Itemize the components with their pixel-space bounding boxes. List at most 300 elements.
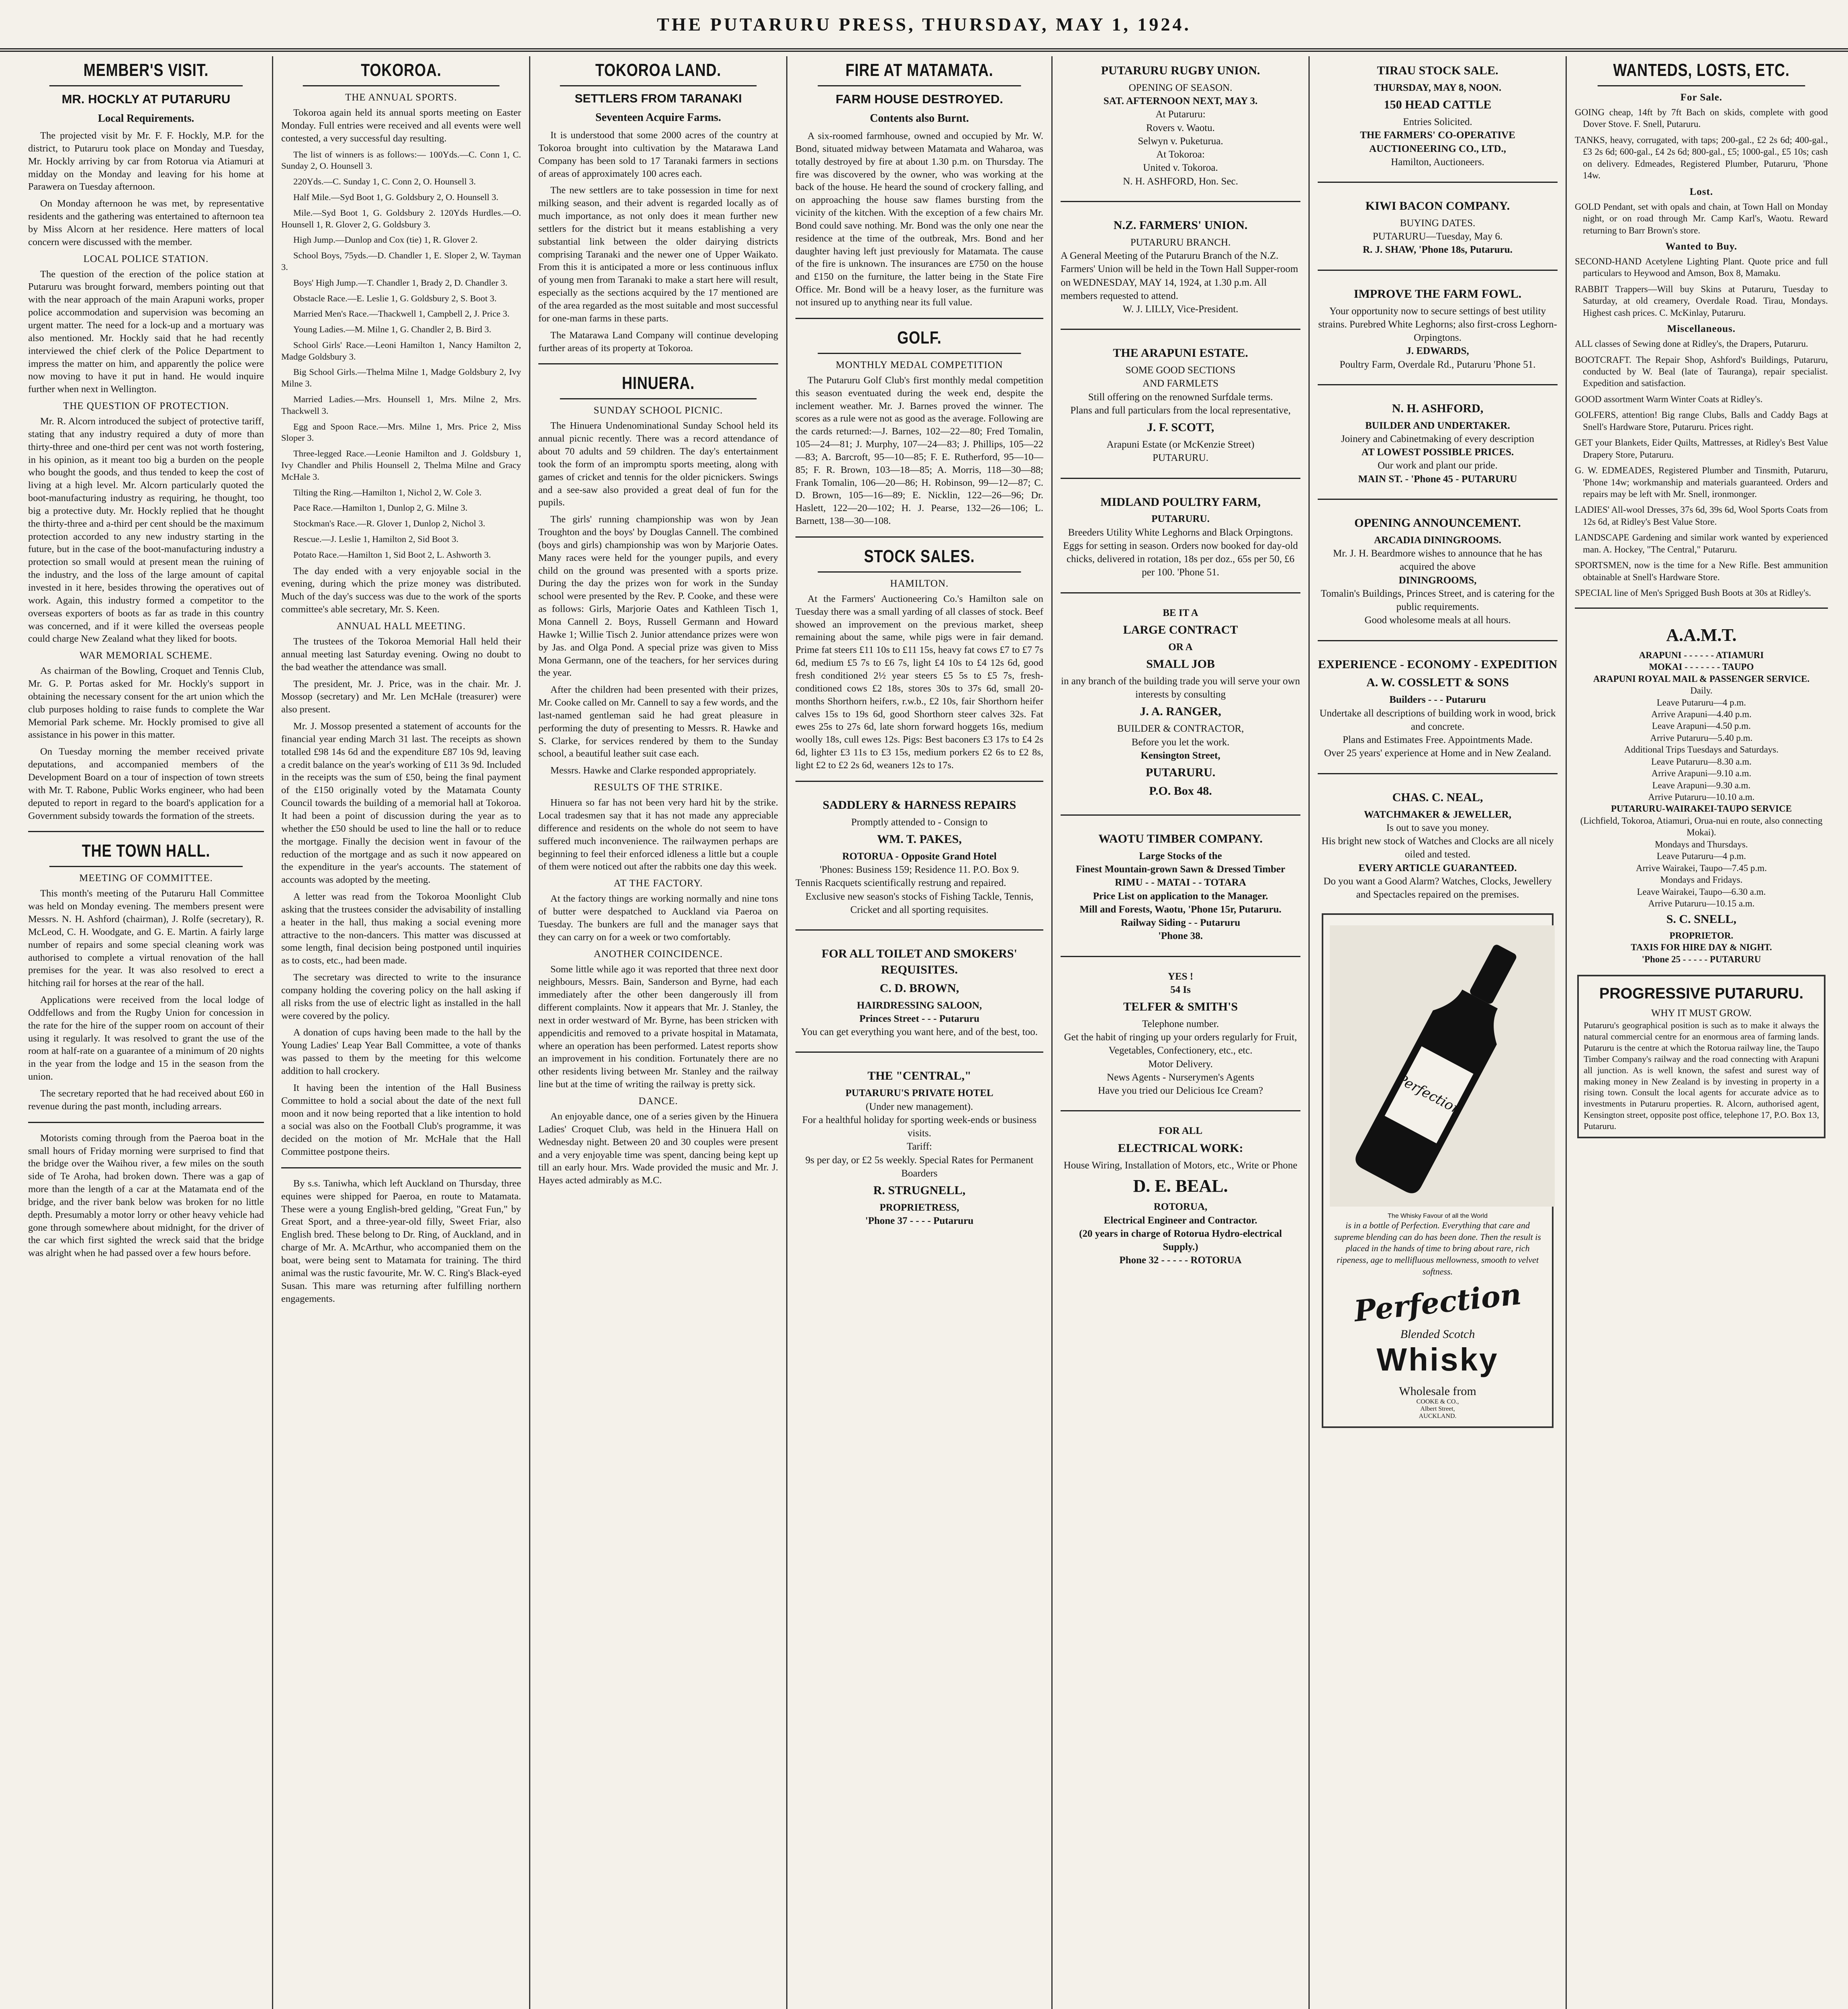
result-line: 220Yds.—C. Sunday 1, C. Conn 2, O. Hounsell 3.: [293, 176, 476, 187]
advert-line: Daily.: [1690, 685, 1713, 696]
advert-line: Leave Putaruru—8.30 a.m.: [1651, 756, 1752, 767]
advert-kiwi-bacon: [1318, 192, 1558, 261]
divider: [795, 1052, 1043, 1053]
advert-line: MAIN ST. - 'Phone 45 - PUTARURU: [1358, 473, 1517, 485]
advert-line: ARAPUNI - - - - - - ATIAMURI: [1639, 650, 1764, 660]
advert-line: Telephone number.: [1142, 1018, 1219, 1029]
perfection-logo: Perfection: [1352, 1277, 1523, 1328]
divider: [1318, 640, 1558, 641]
advert-line: Albert Street,: [1420, 1405, 1455, 1413]
paragraph: The Hinuera Undenominational Sunday School held its annual picnic recently. There was a record attendance of about 70 adults and 59 children. The day's entertainment took the form of an impromptu sports meeting, along with games of cricket and tennis for the older picnickers. Swings and a see-saw also provided a great deal of fun for the pupils.: [538, 420, 778, 508]
divider: [1061, 201, 1300, 202]
paragraph: A six-roomed farmhouse, owned and occupied by Mr. W. Bond, situated midway between Matamata and Waharoa, was totally destroyed by fire at about 1.30 p.m. on Thursday. The fire was discovered by the owner, who was working at the back of the house. He heard the sound of crockery falling, and on approaching the house saw flames bursting from the vicinity of the kitchen. With the exception of a few chairs Mr. Bond could save nothing. Mr. Bond was the only one near the residence at the time of the outbreak, Mrs. Bond and her daughter having left just previously for Matamata. The cause of the fire is unknown. The insurances are £750 on the house and £150 on the furniture, the latter being in the State Fire Office. Mr. Bond will be a heavy loser, as the furniture was not insured up to anything near its full value.: [795, 131, 1043, 308]
advert-line: Arrive Putaruru—10.15 a.m.: [1648, 898, 1755, 908]
section-heading: AT THE FACTORY.: [613, 878, 703, 889]
advert-tirau-stock-sale: [1318, 56, 1558, 173]
result-line: Tilting the Ring.—Hamilton 1, Nichol 2, W. Cole 3.: [293, 487, 482, 497]
headline-golf: GOLF.: [818, 328, 1021, 354]
result-line: Mile.—Syd Boot 1, G. Goldsbury 2. 120Yds Hurdles.—O. Hounsell 1, R. Glover 2, G. Goldsbury 3.: [281, 207, 521, 229]
result-line: Stockman's Race.—R. Glover 1, Dunlop 2, Nichol 3.: [293, 518, 485, 529]
advert-line: Selwyn v. Puketurua.: [1138, 135, 1223, 147]
headline-town-hall: THE TOWN HALL.: [49, 841, 243, 867]
advert-line: Leave Putaruru—4 p.m.: [1656, 697, 1746, 708]
advert-line: 'Phone 38.: [1158, 931, 1203, 942]
paragraph: On Monday afternoon he was met, by representative residents and the gathering was entertained to afternoon tea by Miss Alcorn at her residence. Here matters of local concern were discussed with the member.: [28, 198, 264, 248]
advert-body: Putaruru's geographical position is such as to make it always the natural commercial centre for an enormous area of farming lands. Putaruru is the centre at which the Rotorua railway line, the Taupo Timber Company's railway and the road connecting with Arapuni all junction. As is well known, the safest and surest way of making money in New Zealand is by investing in property in a rising town. Consult the local agents for accurate advice as to investments in Putaruru properties. R. Alcorn, authorised agent, Kensington street, opposite post office, telephone 17, P.O. Box 13, Putaruru.: [1584, 1020, 1819, 1131]
advert-arapuni-estate: [1061, 339, 1300, 468]
paragraph: The Matarawa Land Company will continue developing further areas of its property at Tokoroa.: [538, 329, 778, 354]
classified-item: SECOND-HAND Acetylene Lighting Plant. Quote price and full particulars to Heywood and Amson, Box 8, Mamaku.: [1575, 256, 1828, 278]
section-heading: LOCAL POLICE STATION.: [83, 253, 209, 264]
advert-name: A. W. COSSLETT & SONS: [1366, 676, 1509, 689]
paragraph: The question of the erection of the police station at Putaruru was brought forward, members pointing out that with the near approach of the main Arapuni works, proper police accommodation and supervision was becoming an urgent matter. The need for a lock-up and a mortuary was also mentioned. Mr. Hockly said that he had recently interviewed the chief clerk of the Police Department to impress the matter on him, and apparently the police were now moving to have it put in hand. He would inquire further when next in Wellington.: [28, 268, 264, 395]
advert-midland-poultry: [1061, 488, 1300, 583]
advert-line: PUTARURU'S PRIVATE HOTEL: [845, 1088, 994, 1099]
advert-line: R. J. SHAW, 'Phone 18s, Putaruru.: [1363, 244, 1513, 256]
advert-line: United v. Tokoroa.: [1143, 162, 1218, 174]
result-line: Married Ladies.—Mrs. Hounsell 1, Mrs. Milne 2, Mrs. Thackwell 3.: [281, 394, 521, 416]
advert-line: BUILDER & CONTRACTOR,: [1117, 723, 1244, 734]
divider: [1061, 814, 1300, 816]
whisky-bottle-icon: [1330, 925, 1555, 1207]
section-heading: ANOTHER COINCIDENCE.: [593, 948, 723, 959]
advert-line: THE FARMERS' CO-OPERATIVE AUCTIONEERING CO., LTD.,: [1360, 130, 1515, 154]
column-3: [530, 56, 787, 2009]
divider: [1061, 1110, 1300, 1111]
advert-name: C. D. BROWN,: [879, 981, 959, 995]
paragraph: An enjoyable dance, one of a series given by the Hinuera Ladies' Croquet Club, was held in the Hinuera Hall on Wednesday night. Between 20 and 30 couples were present and a very enjoyable time was spent, dancing being kept up till an early hour. Mrs. Wade provided the music and Mr. J. Hayes acted admirably as M.C.: [538, 1111, 778, 1186]
subhead-2: Local Requirements.: [98, 112, 194, 124]
advert-line: Tomalin's Buildings, Princes Street, and is catering for the public requirements.: [1321, 588, 1555, 613]
classified-item: RABBIT Trappers—Will buy Skins at Putaruru, Tuesday to Saturday, at old creamery, Overdale Road. Tirau, Mondays. Highest cash prices. C. McKinlay, Putaruru.: [1575, 284, 1828, 318]
advert-ja-ranger: [1061, 602, 1300, 806]
paragraph: A letter was read from the Tokoroa Moonlight Club asking that the trustees consider the advisability of installing a heater in the hall, thus making a social evening more attractive to the non-dancers. This matter was discussed at some length, final decision being postponed until inquiries as to costs, etc., had been made.: [281, 891, 521, 966]
advert-line: Hamilton, Auctioneers.: [1391, 156, 1484, 168]
advert-title: N.Z. FARMERS' UNION.: [1113, 218, 1248, 232]
advert-line: RIMU - - MATAI - - TOTARA: [1115, 877, 1246, 888]
advert-line: THURSDAY, MAY 8, NOON.: [1374, 82, 1502, 93]
classified-item: TANKS, heavy, corrugated, with taps; 200-gal., £2 2s 6d; 400-gal., £3 2s 6d; 600-gal., £4 2s 6d; 800-gal., £5; 1000-gal., £5 10s; cash on delivery. Edmeades, Registered Plumber, Putaruru, 'Phone 14w.: [1575, 135, 1828, 181]
advert-line: Breeders Utility White Leghorns and Black Orpingtons. Eggs for setting in season. Orders now booked for day-old chicks, delivered in rotation, 18s per doz., 65s per 50, £6 per 100. 'Phone 51.: [1063, 527, 1298, 578]
paragraph: Mr. J. Mossop presented a statement of accounts for the financial year ending March 31 last. The receipts as shown totalled £98 14s 6d and the expenditure £87 10s 9d, leaving a credit balance on the year's working of £11 3s 9d. Included in the receipts was the sum of £50, being the final payment of the £150 originally voted by the Matamata County Council towards the building of a memorial hall at Tokoroa. It had been a point of discussion during the year as to whether the £50 should be used to line the hall or to reduce the mortgage. Finally the decision went in favour of the reduction of the mortgage and as such it now appeared on the expenditure in the year's accounts. The statement of accounts was adopted by the meeting.: [281, 721, 521, 886]
section-heading: Miscellaneous.: [1667, 323, 1736, 335]
advert-line: Entries Solicited.: [1403, 117, 1472, 128]
advert-line: AT LOWEST POSSIBLE PRICES.: [1361, 447, 1514, 458]
advert-title: SADDLERY & HARNESS REPAIRS: [822, 798, 1016, 812]
result-line: School Boys, 75yds.—D. Chandler 1, E. Sloper 2, W. Tayman 3.: [281, 250, 521, 272]
column-7: [1567, 56, 1836, 2009]
result-line: Young Ladies.—M. Milne 1, G. Chandler 2, B. Bird 3.: [293, 324, 491, 335]
headline-members-visit: MEMBER'S VISIT.: [49, 60, 243, 86]
section-heading: THE ANNUAL SPORTS.: [345, 92, 457, 103]
advert-line: Arrive Arapuni—9.10 a.m.: [1651, 768, 1752, 779]
section-heading: HAMILTON.: [890, 578, 949, 589]
section-heading: SUNDAY SCHOOL PICNIC.: [593, 405, 723, 416]
section-heading: THE QUESTION OF PROTECTION.: [63, 401, 229, 412]
advert-line: OPENING OF SEASON.: [1128, 82, 1233, 93]
classified-item: SPORTSMEN, now is the time for a New Rifle. Best ammunition obtainable at Snell's Hardware Store.: [1575, 560, 1828, 582]
paragraph: This month's meeting of the Putaruru Hall Committee was held on Monday evening. The members present were Messrs. N. H. Ashford (chairman), J. Rolfe (secretary), R. McLeod, C. H. Woodgate, and G. E. Martin. A fairly large number of repairs and some special cleaning work was authorised to complete a virtual renovation of the hall premises for the year. It was also resolved to erect a hitching rail for horses at the rear of the hall.: [28, 888, 264, 989]
advert-line: 'Phone 25 - - - - - PUTARURU: [1642, 954, 1761, 964]
result-line: Big School Girls.—Thelma Milne 1, Madge Goldsbury 2, Ivy Milne 3.: [281, 367, 521, 389]
advert-line: 150 HEAD CATTLE: [1384, 98, 1492, 112]
divider: [28, 1122, 264, 1123]
advert-line: Princes Street - - - Putaruru: [859, 1013, 979, 1024]
column-1: [20, 56, 273, 2009]
classified-item: LANDSCAPE Gardening and similar work wanted by experienced man. A. Hockey, "The Central," Putaruru.: [1575, 532, 1828, 554]
headline-tokoroa-land: TOKOROA LAND.: [560, 60, 757, 86]
advert-saddlery: [795, 791, 1043, 921]
advert-line: For a healthful holiday for sporting week-ends or business visits.: [802, 1114, 1037, 1139]
advert-rugby-union: [1061, 56, 1300, 192]
subhead: FARM HOUSE DESTROYED.: [836, 92, 1003, 106]
advert-line: Wholesale from: [1399, 1385, 1476, 1398]
advert-line: Mr. J. H. Beardmore wishes to announce that he has acquired the above: [1333, 548, 1542, 573]
advert-line: COOKE & CO.,: [1416, 1398, 1459, 1405]
advert-title: A.A.M.T.: [1666, 625, 1737, 645]
column-2: [273, 56, 530, 2009]
advert-line: Before you let the work.: [1131, 736, 1230, 748]
section-heading: ANNUAL HALL MEETING.: [336, 621, 466, 632]
divider: [1061, 956, 1300, 957]
section-heading: Lost.: [1689, 186, 1713, 197]
advert-line: Mondays and Fridays.: [1660, 875, 1743, 885]
masthead: [0, 0, 1848, 52]
advert-line: BUYING DATES.: [1400, 217, 1476, 229]
advert-line: OR A: [1168, 641, 1193, 653]
advert-line: YES !: [1167, 971, 1194, 982]
advert-line: HAIRDRESSING SALOON,: [857, 1000, 982, 1011]
advert-line: (Under new management).: [865, 1101, 973, 1112]
result-line: Married Men's Race.—Thackwell 1, Campbell 2, J. Price 3.: [293, 309, 510, 319]
advert-line: Arrive Putaruru—10.10 a.m.: [1648, 792, 1755, 802]
paragraph: The president, Mr. J. Price, was in the chair. Mr. J. Mossop (secretary) and Mr. Len McHale (treasurer) were also present.: [281, 678, 521, 715]
advert-line: Leave Arapuni—4.50 p.m.: [1652, 721, 1751, 731]
result-line: Boys' High Jump.—T. Chandler 1, Brady 2, D. Chandler 3.: [293, 277, 507, 288]
subhead: SETTLERS FROM TARANAKI: [574, 92, 742, 105]
result-line: Pace Race.—Hamilton 1, Dunlop 2, G. Milne 3.: [293, 503, 468, 513]
advert-line: BE IT A: [1163, 607, 1198, 618]
divider: [1318, 773, 1558, 774]
advert-farmers-union: [1061, 211, 1300, 320]
divider: [795, 536, 1043, 538]
advert-line: Railway Siding - - Putaruru: [1120, 917, 1241, 929]
advert-line: Additional Trips Tuesdays and Saturdays.: [1624, 745, 1778, 755]
advert-title: PUTARURU RUGBY UNION.: [1101, 64, 1260, 77]
advert-line: WHY IT MUST GROW.: [1651, 1007, 1752, 1019]
advert-line: Get the habit of ringing up your orders regularly for Fruit, Vegetables, Confectionery, etc., etc.: [1064, 1032, 1297, 1056]
advert-line: 9s per day, or £2 5s weekly. Special Rates for Permanent Boarders: [805, 1154, 1034, 1179]
classified-item: GET your Blankets, Eider Quilts, Mattresses, at Ridley's Best Value Drapery Store, Putaruru.: [1575, 438, 1828, 460]
headline-stock-sales: STOCK SALES.: [818, 546, 1021, 573]
result-line: Obstacle Race.—E. Leslie 1, G. Goldsbury 2, S. Boot 3.: [293, 293, 497, 303]
advert-title: THE ARAPUNI ESTATE.: [1113, 346, 1248, 360]
advert-line: Exclusive new season's stocks of Fishing Tackle, Tennis, Cricket and all sporting requisites.: [805, 891, 1034, 915]
advert-line: PROPRIETOR.: [1669, 930, 1734, 941]
advert-line: Joinery and Cabinetmaking of every description: [1341, 433, 1535, 444]
advert-line: P.O. Box 48.: [1149, 784, 1212, 798]
advert-line: Promptly attended to - Consign to: [851, 816, 988, 828]
advert-line: Electrical Engineer and Contractor.: [1104, 1215, 1257, 1226]
advert-line: His bright new stock of Watches and Clocks are all nicely oiled and tested.: [1321, 836, 1554, 860]
advert-line: Arrive Putaruru—5.40 p.m.: [1650, 732, 1753, 743]
paragraph: The new settlers are to take possession in time for next milking season, and their advent is regarded locally as of much importance, as not only does it mean further new settlers for the district but it means establishing a very substantial link between the older dairying districts comprising Taranaki and the newer one of Upper Waikato. From this it is anticipated a more or less continuous influx of young men from Taranaki to make a start here will result, especially as the sections acquired by the 17 mentioned are of the area regarded as the most suitable and most successful for one-man farms in these parts.: [538, 185, 778, 324]
headline-wanteds: WANTEDS, LOSTS, ETC.: [1598, 60, 1805, 86]
paragraph: Tokoroa again held its annual sports meeting on Easter Monday. Full entries were received and all events were well contested, a very successful day resulting.: [281, 107, 521, 144]
paragraph: Some little while ago it was reported that three next door neighbours, Messrs. Bain, Sanderson and Byrne, had each immediately after the other been dangerously ill from different complaints. Now it appears that Mr. J. Stanley, the next in order westward of Mr. Byrne, has been stricken with appendicitis and removed to a private hospital in Matamata, where an operation has been performed. Latest reports show an improvement in his condition. Fortunately there are no other residents living between Mr. Stanley and the railway line but at the time of writing the railway is pretty sick.: [538, 964, 778, 1090]
advert-central-hotel: [795, 1062, 1043, 1232]
column-6: [1310, 56, 1567, 2009]
paragraph: Messrs. Hawke and Clarke responded appropriately.: [550, 765, 756, 776]
advert-line: PUTARURU.: [1151, 514, 1210, 525]
paragraph: Mr. R. Alcorn introduced the subject of protective tariff, stating that any industry required a duty of more than thirty-three and one-third per cent was not worth fostering, in his opinion, as it meant too big a burden on the people who bought the goods, and thus tended to keep the cost of living at a high level. Mr. Alcorn particularly quoted the boot-manufacturing industry as requiring, he thought, too big a protective duty. Mr. Hockly replied that he thought the thirty-three and a-third per cent should be the maximum protection accorded to any new industry starting in the future, but in the case of the boot-manufacturing industry a protection so small would at present mean the ruining of the industry, and the loss of the large amount of capital invested in it here, besides throwing the operatives out of work. Again, this industry formed a competitor to the overseas exporters of boots as far as trade in this country was concerned, and if it were killed the overseas people could charge New Zealand what they liked for boots.: [28, 416, 264, 644]
advert-line: PUTARURU BRANCH.: [1130, 237, 1231, 248]
classified-item: GOING cheap, 14ft by 7ft Bach on skids, complete with good Dover Stove. F. Snell, Putaruru.: [1575, 107, 1828, 129]
advert-line: Over 25 years' experience at Home and in New Zealand.: [1324, 748, 1552, 759]
advert-line: in any branch of the building trade you will serve your own interests by consulting: [1061, 675, 1300, 700]
advert-line: Blended Scotch: [1400, 1328, 1475, 1341]
classified-item: SPECIAL line of Men's Sprigged Bush Boots at 30s at Ridley's.: [1575, 588, 1811, 598]
advert-title: TELFER & SMITH'S: [1123, 1000, 1238, 1014]
advert-line: PUTARURU.: [1153, 452, 1208, 464]
advert-line: DININGROOMS,: [1398, 575, 1477, 586]
advert-line: Your opportunity now to secure settings of best utility strains. Purebred White Leghorns; also first-cross Leghorn-Orpingtons.: [1318, 305, 1557, 344]
result-line: High Jump.—Dunlop and Cox (tie) 1, R. Glover 2.: [293, 235, 478, 245]
advert-line: Undertake all descriptions of building work in wood, brick and concrete.: [1319, 708, 1556, 732]
paragraph: Hinuera so far has not been very hard hit by the strike. Local tradesmen say that it has not made any appreciable difference and residents on the whole do not seem to have suffered much inconvenience. The railwaymen perhaps are beginning to feel their enforced idleness a little but a couple of them were noticed out after the rabbits one day this week.: [538, 797, 778, 872]
advert-line: You can get everything you want here, and of the best, too.: [801, 1027, 1038, 1038]
advert-line: Mondays and Thursdays.: [1655, 839, 1748, 849]
advert-line: SMALL JOB: [1146, 657, 1215, 671]
divider: [538, 363, 778, 364]
classified-item: GOOD assortment Warm Winter Coats at Ridley's.: [1575, 394, 1763, 404]
advert-line: Rovers v. Waotu.: [1146, 122, 1215, 133]
bottle-label: Perfection: [1394, 1071, 1464, 1119]
paragraph: As chairman of the Bowling, Croquet and Tennis Club, Mr. G. P. Portas asked for Mr. Hockly's support in obtaining the necessary consent for the art union which the club purposes holding to raise funds to complete the War Memorial Park scheme. Mr. Hockly promised to give all assistance in his power in this matter.: [28, 665, 264, 741]
advert-line: Leave Putaruru—4 p.m.: [1656, 851, 1746, 861]
advert-name: J. F. SCOTT,: [1147, 421, 1214, 434]
advert-waotu-timber: [1061, 824, 1300, 947]
paragraph: By s.s. Taniwha, which left Auckland on Thursday, three equines were shipped for Paeroa, en route to Matamata. These were a young English-bred gelding, "Great Fun," by Great Sport, and a three-year-old filly, Sweet Friar, also English bred. These belong to Dr. Ring, of Auckland, and in charge of Mr. A. McArthur, who accompanied them on the boat, were being sent to Matamata for training. The third animal was the rustic favourite, Mr. W. C. Ring's Black-eyed Susan. This mare was returning after fulfilling northern engagements.: [281, 1178, 521, 1304]
advert-name: N. H. ASHFORD,: [1392, 401, 1484, 415]
divider: [795, 929, 1043, 931]
advert-line: Finest Mountain-grown Sawn & Dressed Timber: [1075, 864, 1286, 875]
paragraph: The Putaruru Golf Club's first monthly medal competition this season eventuated during the week end, despite the inclement weather. Mr. J. Barnes proved the winner. The scores as a rule were not as good as the average. Following are the cards returned:—J. Barnes, 102—22—80; Fred Tomalin, 105—24—81; J. Murphy, 107—24—83; J. Phillips, 105—22—83; A. Barcroft, 95—10—85; F. E. Rutherford, 95—10—85; F. R. Brown, 103—18—85; A. Morris, 118—30—88; Frank Tomalin, 106—20—86; H. Robinson, 99—12—87; C. D. Brown, 105—16—89; E. Nicklin, 122—26—96; Dr. Haslett, 122—20—102; H. J. Pearse, 132—26—106; L. Barnett, 138—30—108.: [795, 374, 1043, 527]
advert-name: WM. T. PAKES,: [877, 832, 962, 846]
advert-line: Price List on application to the Manager.: [1093, 890, 1268, 902]
paragraph: At the Farmers' Auctioneering Co.'s Hamilton sale on Tuesday there was a small yarding of all classes of stock. Beef showed an improvement on the previous market, sheep remaining about the same, while pigs were in fair demand. Prime fat steers £11 10s to £11 15s, heavy fat cows £7 to £7 7s 6d, medium £5 7s to £6 7s, light £4 10s to £4 12s 6d, good fresh conditioned 2½ year steers £5 5s to £5 7s, fresh-conditioned cows £2 18s, stores 30s to 37s 6d, small 20-months Shorthorn heifers, r.w.b., £2 10s, fair Shorthorn heifer calves 15s to 19s 6d, good Shorthorn steer calves 32s. Fat ewes 25s to 27s 6d, late shorn forward hoggets 16s, medium woolly 18s, cull ewes 12s. Pigs: Best baconers £3 17s to £4 2s 6d, lighter £3 11s to £3 15s, medium porkers £2 6s to £2 8s, light £2 to £2 2s 6d, weaners 12s to 17s.: [795, 593, 1043, 771]
advert-title: KIWI BACON COMPANY.: [1365, 199, 1510, 213]
section-heading: WAR MEMORIAL SCHEME.: [80, 650, 213, 661]
advert-line: ARAPUNI ROYAL MAIL & PASSENGER SERVICE.: [1593, 673, 1810, 684]
advert-line: Is out to save you money.: [1386, 822, 1489, 833]
classified-item: GOLFERS, attention! Big range Clubs, Balls and Caddy Bags at Snell's Hardware Store, Putaruru. Prices right.: [1575, 410, 1828, 432]
advert-line: Plans and full particulars from the local representative,: [1070, 405, 1291, 416]
headline-fire-at-matamata: FIRE AT MATAMATA.: [818, 60, 1021, 86]
section-heading: Wanted to Buy.: [1665, 241, 1738, 252]
section-heading: DANCE.: [638, 1096, 678, 1107]
advert-title: TIRAU STOCK SALE.: [1377, 64, 1498, 77]
advert-line: W. J. LILLY, Vice-President.: [1122, 304, 1239, 315]
subhead: MR. HOCKLY AT PUTARURU: [61, 92, 231, 106]
section-heading: RESULTS OF THE STRIKE.: [594, 782, 723, 793]
advert-line: Tariff:: [906, 1141, 932, 1152]
advert-progressive-putaruru: [1577, 975, 1826, 1138]
advert-line: Our work and plant our pride.: [1378, 460, 1498, 471]
advert-line: WATCHMAKER & JEWELLER,: [1364, 809, 1511, 820]
divider: [1318, 499, 1558, 500]
advert-line: At Tokoroa:: [1156, 149, 1205, 160]
advert-perfection-whisky: [1322, 913, 1554, 1428]
advert-line: ARCADIA DININGROOMS.: [1374, 534, 1501, 546]
subhead-2: Seventeen Acquire Farms.: [595, 111, 721, 124]
paragraph: The girls' running championship was won by Jean Troughton and the boys' by Douglas Cannell. The combined (boys and girls) championship was won by Marjorie Oates. Many races were held for the younger pupils, and every child on the ground was presented with a sports prize. During the day the prizes won for work in the Sunday school were presented by the Rev. P. Cooke, and these were as follows: Girls, Marjorie Oates and Kathleen Tisch 1, Mona Cannell 2. Boys, Russell Germann and Howard Hawke 1; Willie Tisch 2. Junior attendance prizes were won by Jas. and Olga Pond. A special prize was given to Miss Mona Germann, one of the teachers, for her services during the year.: [538, 514, 778, 679]
advert-name: J. A. RANGER,: [1140, 705, 1221, 718]
paragraph: The secretary reported that he had received about £60 in revenue during the past month, including arrears.: [28, 1088, 264, 1112]
section-heading: MEETING OF COMMITTEE.: [79, 873, 213, 884]
advert-line: Phone 32 - - - - - ROTORUA: [1119, 1255, 1242, 1266]
advert-line: ROTORUA - Opposite Grand Hotel: [842, 851, 997, 862]
advert-name: CHAS. C. NEAL,: [1392, 790, 1483, 804]
advert-line: AUCKLAND.: [1419, 1413, 1457, 1420]
masthead-title: THE PUTARURU PRESS, THURSDAY, MAY 1, 1924.: [657, 14, 1191, 35]
paragraph: The day ended with a very enjoyable social in the evening, during which the prize money was distributed. Much of the day's success was due to the work of the sports committee's able secretary, Mr. S. Keen.: [281, 565, 521, 615]
advert-line: PROPRIETRESS,: [879, 1202, 959, 1213]
advert-title: OPENING ANNOUNCEMENT.: [1354, 516, 1521, 530]
advert-name: S. C. SNELL,: [1666, 912, 1737, 926]
divider: [1061, 592, 1300, 593]
paragraph: A donation of cups having been made to the hall by the Young Ladies' Leap Year Ball Committee, a vote of thanks was passed to them by the meeting for this welcome addition to hall crockery.: [281, 1027, 521, 1077]
divider: [1318, 182, 1558, 183]
result-line: Half Mile.—Syd Boot 1, G. Goldsbury 2, O. Hounsell 3.: [293, 192, 499, 202]
advert-line: House Wiring, Installation of Motors, etc., Write or Phone: [1063, 1160, 1298, 1171]
advert-line: LARGE CONTRACT: [1123, 623, 1238, 636]
advert-name: R. STRUGNELL,: [873, 1184, 966, 1197]
divider: [795, 318, 1043, 319]
advert-cd-brown: [795, 939, 1043, 1043]
advert-line: Good wholesome meals at all hours.: [1364, 615, 1511, 626]
advert-line: Poultry Farm, Overdale Rd., Putaruru 'Phone 51.: [1339, 359, 1536, 370]
columns: [20, 56, 1836, 2009]
result-line: Potato Race.—Hamilton 1, Sid Boot 2, L. Ashworth 3.: [293, 549, 491, 560]
advert-line: PUTARURU.: [1145, 766, 1216, 779]
paragraph: It is understood that some 2000 acres of the country at Tokoroa brought into cultivation by the Matarawa Land Company has been sold to 17 Taranaki farmers in sections of areas of approximately 100 acres each.: [538, 130, 778, 179]
divider: [1061, 329, 1300, 330]
advert-line: is in a bottle of Perfection. Everything that care and supreme blending can do has been done. Then the result is placed in the hands of time to bring about rare, rich ripeness, age to mellifluous mellowness, smooth to velvet softness.: [1334, 1220, 1541, 1277]
divider: [1061, 478, 1300, 479]
advert-farm-fowl: [1318, 280, 1558, 375]
advert-line: A General Meeting of the Putaruru Branch of the N.Z. Farmers' Union will be held in the Town Hall Supper-room on WEDNESDAY, MAY 14, 1924, at 1.30 p.m. All members requested to attend.: [1061, 250, 1298, 301]
classified-item: G. W. EDMEADES, Registered Plumber and Tinsmith, Putaruru, 'Phone 14w; workmanship and materials guaranteed. Orders and repairs may be left with Mr. Snell, ironmonger.: [1575, 465, 1828, 499]
advert-title: PROGRESSIVE PUTARURU.: [1599, 985, 1804, 1002]
result-line: The list of winners is as follows:— 100Yds.—C. Conn 1, C. Sunday 2, O. Hounsell 3.: [281, 149, 521, 171]
result-line: Three-legged Race.—Leonie Hamilton and J. Goldsbury 1, Ivy Chandler and Philis Hounsell 2, Thelma Milne and Gracy McHale 3.: [281, 448, 521, 482]
paragraph: At the factory things are working normally and nine tons of butter were despatched to Auckland via Paeroa on Tuesday. The bunkers are full and the manager says that they can carry on for a week or two comfortably.: [538, 893, 778, 943]
advert-line: Mill and Forests, Waotu, 'Phone 15r, Putaruru.: [1079, 904, 1282, 915]
advert-line: Arrive Wairakei, Taupo—7.45 p.m.: [1636, 863, 1767, 873]
advert-line: Plans and Estimates Free. Appointments Made.: [1343, 734, 1533, 746]
advert-line: SAT. AFTERNOON NEXT, MAY 3.: [1103, 96, 1258, 107]
headline-tokoroa: TOKOROA.: [303, 60, 500, 86]
advert-aamt: [1575, 618, 1828, 969]
advert-de-beal: [1061, 1120, 1300, 1271]
advert-title: ELECTRICAL WORK:: [1118, 1141, 1243, 1155]
result-line: Rescue.—J. Leslie 1, Hamilton 2, Sid Boot 3.: [293, 534, 459, 544]
advert-title: EXPERIENCE - ECONOMY - EXPEDITION: [1318, 657, 1558, 671]
divider: [281, 1167, 521, 1168]
result-line: Egg and Spoon Race.—Mrs. Milne 1, Mrs. Price 2, Miss Sloper 3.: [281, 421, 521, 443]
advert-line: Tennis Racquets scientifically restrung and repaired.: [795, 878, 1006, 889]
advert-telfer-smith: [1061, 966, 1300, 1102]
advert-line: Large Stocks of the: [1139, 850, 1222, 861]
advert-name: D. E. BEAL.: [1133, 1176, 1228, 1196]
advert-title: IMPROVE THE FARM FOWL.: [1353, 287, 1522, 301]
advert-line: 'Phone 37 - - - - Putaruru: [865, 1215, 974, 1227]
advert-line: At Putaruru:: [1155, 109, 1206, 120]
advert-title: MIDLAND POULTRY FARM,: [1100, 495, 1261, 509]
advert-title: WAOTU TIMBER COMPANY.: [1098, 832, 1263, 845]
advert-line: Kensington Street,: [1141, 750, 1220, 761]
advert-cosslett: [1318, 650, 1558, 764]
advert-line: (Lichfield, Tokoroa, Atiamuri, Orua-nui en route, also connecting Mokai).: [1580, 815, 1823, 838]
section-heading: For Sale.: [1680, 92, 1723, 103]
whisky-wordmark: Whisky: [1376, 1342, 1499, 1378]
paragraph: The secretary was directed to write to the insurance company holding the covering policy on the hall asking if all risks from the use of electric light as installed in the hall were covered by the policy.: [281, 972, 521, 1021]
advert-title: FOR ALL TOILET AND SMOKERS' REQUISITES.: [822, 947, 1017, 976]
advert-line: ROTORUA,: [1153, 1201, 1208, 1213]
paragraph: On Tuesday morning the member received private deputations, and accompanied members of the Development Board on a tour of inspection of town streets with Mr. T. Rabone, Public Works engineer, who had been deputed to report in regard to the board's application for a Government subsidy towards the formation of the streets.: [28, 746, 264, 821]
paragraph: The projected visit by Mr. F. F. Hockly, M.P. for the district, to Putaruru took place on Monday and Tuesday, Mr. Hockly arriving by car from Rotorua via Atiamuri at midday on the Monday and leaving for his home at Parawera on Tuesday afternoon.: [28, 130, 264, 192]
result-line: School Girls' Race.—Leoni Hamilton 1, Nancy Hamilton 2, Madge Goldsbury 3.: [281, 340, 521, 362]
advert-line: MOKAI - - - - - - - TAUPO: [1649, 662, 1754, 672]
advert-line: BUILDER AND UNDERTAKER.: [1365, 420, 1510, 431]
advert-line: Leave Wairakei, Taupo—6.30 a.m.: [1637, 886, 1766, 897]
advert-line: Builders - - - Putaruru: [1389, 694, 1486, 706]
advert-line: Arrive Arapuni—4.40 p.m.: [1651, 709, 1752, 719]
advert-line: FOR ALL: [1158, 1125, 1203, 1137]
paragraph: Motorists coming through from the Paeroa boat in the small hours of Friday morning were surprised to find that the bridge over the Waihou river, a few miles on the south side of Te Aroha, had broken down. There was a gap of more than the length of a car at the Matamata end of the bridge, and the river bank below was broken for no little depth. Presumably a motor lorry or other heavy vehicle had gone through somewhere about midnight, for the driver of the car which first sighted the wreck said that the bridge was alright when he had passed over a few hours before.: [28, 1132, 264, 1259]
advert-line: SOME GOOD SECTIONS: [1125, 365, 1236, 376]
divider: [1575, 608, 1828, 609]
section-heading: MONTHLY MEDAL COMPETITION: [836, 359, 1003, 370]
advert-line: Motor Delivery.: [1148, 1058, 1213, 1070]
divider: [1318, 384, 1558, 385]
column-5: [1053, 56, 1310, 2009]
classified-item: LADIES' All-wool Dresses, 37s 6d, 39s 6d, Wool Sports Coats from 12s 6d, at Ridley's Best Value Store.: [1575, 505, 1828, 527]
advert-line: J. EDWARDS,: [1406, 346, 1469, 357]
column-4: [787, 56, 1053, 2009]
advert-line: EVERY ARTICLE GUARANTEED.: [1358, 862, 1517, 874]
advert-line: 'Phones: Business 159; Residence 11. P.O. Box 9.: [820, 864, 1019, 876]
paragraph: After the children had been presented with their prizes, Mr. Cooke called on Mr. Cannell to say a few words, and the last-named gentleman said he had great pleasure in performing the duty of presenting to Messrs. R. Hawke and S. Clarke, for services rendered by them to the Sunday school, a beautiful leather suit case each.: [538, 684, 778, 759]
divider: [795, 781, 1043, 782]
advert-title: THE "CENTRAL,": [867, 1069, 971, 1083]
divider: [1318, 270, 1558, 271]
advert-line: Arapuni Estate (or McKenzie Street): [1106, 439, 1255, 450]
advert-line: (20 years in charge of Rotorua Hydro-electrical Supply.): [1079, 1228, 1282, 1253]
classified-item: ALL classes of Sewing done at Ridley's, the Drapers, Putaruru.: [1575, 339, 1808, 349]
paragraph: Applications were received from the local lodge of Oddfellows and from the Rugby Union for concession in the rate for the hire of the supper room on account of their using it regularly. It was resolved to grant the use of the room at half-rate on a guarantee of a minimum of 20 nights in the year from the lodge and 15 in the season from the union.: [28, 994, 264, 1082]
advert-line: TAXIS FOR HIRE DAY & NIGHT.: [1631, 942, 1772, 953]
advert-line: Do you want a Good Alarm? Watches, Clocks, Jewellery and Spectacles repaired on the premises.: [1323, 876, 1552, 900]
advert-nh-ashford: [1318, 394, 1558, 490]
advert-arcadia-diningrooms: [1318, 509, 1558, 631]
advert-line: AND FARMLETS: [1142, 378, 1219, 389]
paragraph: The trustees of the Tokoroa Memorial Hall held their annual meeting last Saturday evening. Owing no doubt to the bad weather the attendance was small.: [281, 636, 521, 673]
advert-line: News Agents - Nurserymen's Agents: [1107, 1072, 1254, 1083]
divider: [28, 831, 264, 832]
advert-line: 54 Is: [1170, 984, 1191, 995]
